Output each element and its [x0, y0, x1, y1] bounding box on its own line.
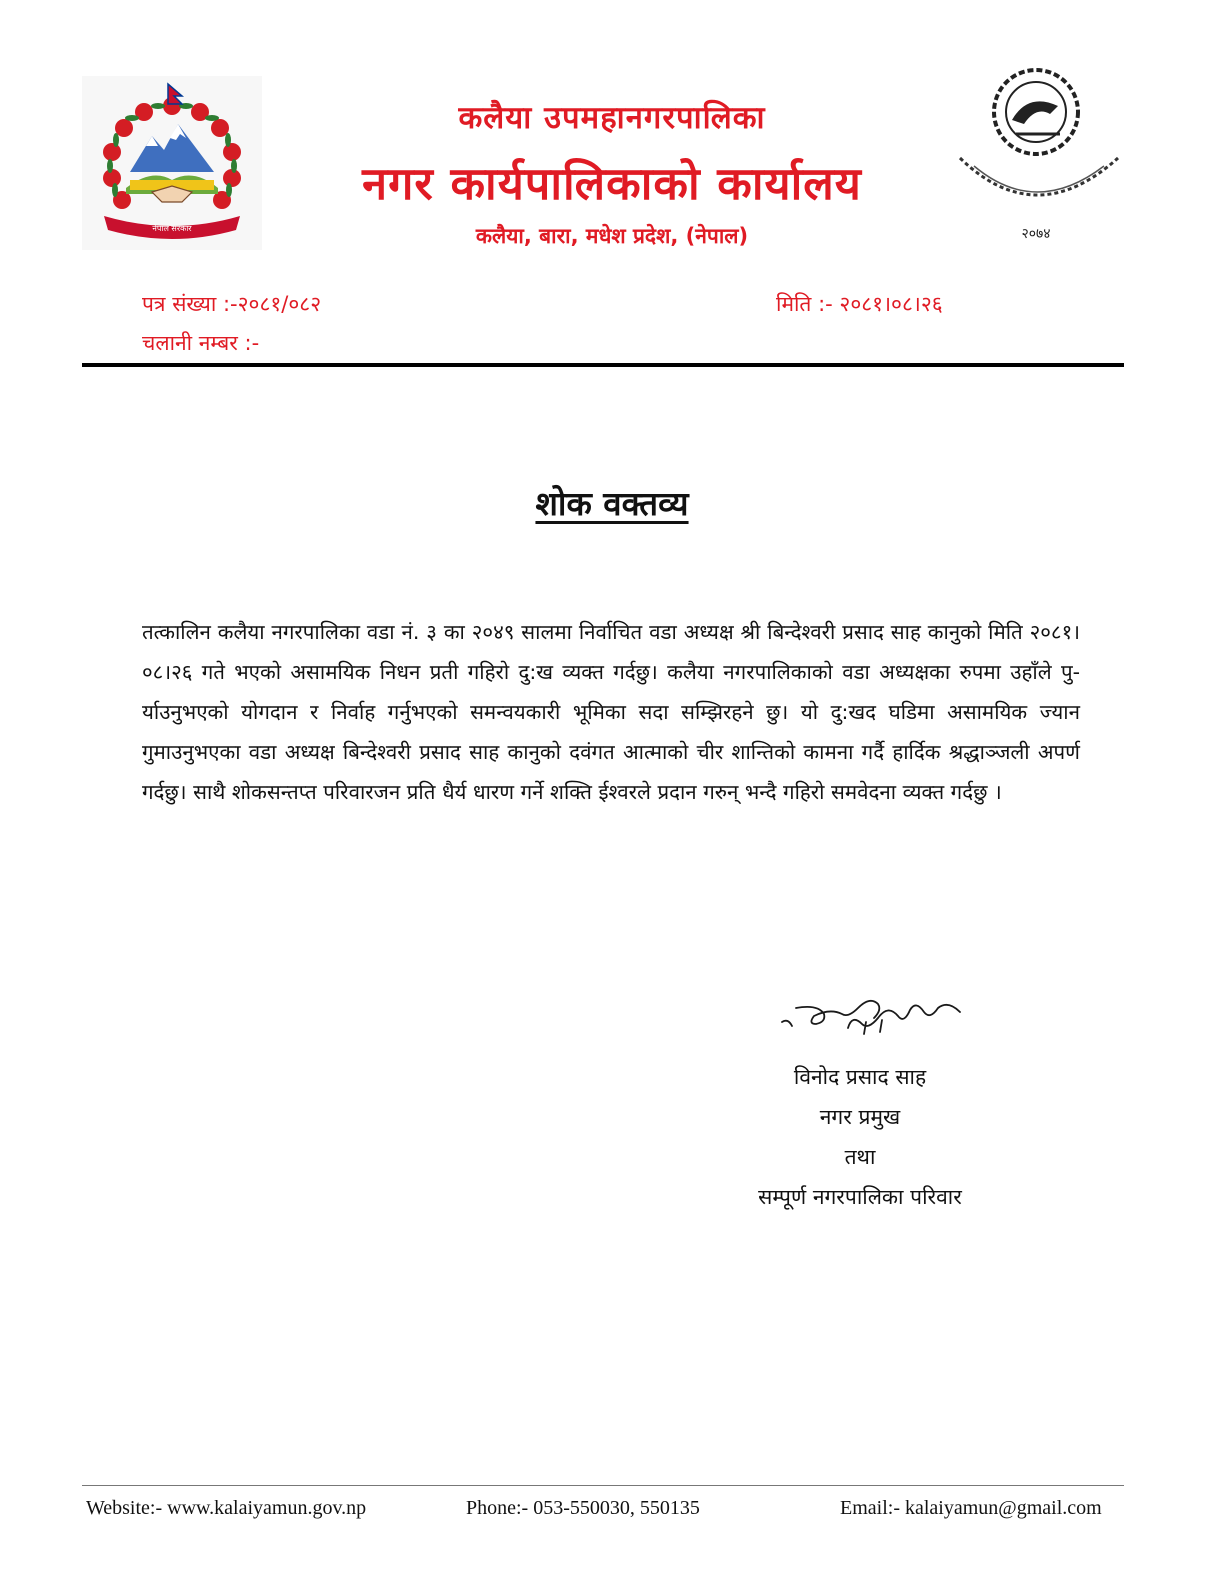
office-name: नगर कार्यपालिकाको कार्यालय — [362, 157, 862, 210]
letter-date: मिति :- २०८१।०८।२६ — [776, 292, 943, 316]
signature-image — [778, 978, 968, 1048]
office-address: कलैया, बारा, मधेश प्रदेश, (नेपाल) — [475, 224, 749, 248]
municipality-seal-logo — [950, 62, 1128, 252]
header-divider — [82, 363, 1124, 367]
footer-phone: Phone:- 053-550030, 550135 — [466, 1497, 700, 1519]
document-title: शोक वक्तव्य — [535, 484, 689, 523]
nepal-emblem-logo — [82, 76, 262, 250]
letter-number: पत्र संख्या :-२०८१/०८२ — [142, 292, 322, 316]
signer-family: सम्पूर्ण नगरपालिका परिवार — [758, 1185, 962, 1209]
footer-divider — [82, 1485, 1124, 1486]
svg-text:२०७४: २०७४ — [1021, 226, 1051, 242]
signer-title: नगर प्रमुख — [819, 1105, 901, 1129]
dispatch-number: चलानी नम्बर :- — [142, 331, 260, 355]
condolence-body: तत्कालिन कलैया नगरपालिका वडा नं. ३ का २०४९ सालमा निर्वाचित वडा अध्यक्ष श्री बिन्देश्वरी प्रसाद साह कानुको मिति २०८१।०८।२६ गते भएको असामयिक निधन प्रती गहिरो दु:ख व्यक्त गर्दछु। कलैया नगरपालिकाको वडा अध्यक्षका रुपमा उहाँले पु-र्याउनुभएको योगदान र निर्वाह गर्नुभएको समन्वयकारी भूमिका सदा सम्झिरहने छु। यो दु:खद घडिमा असामयिक ज्यान गुमाउनुभएका वडा अध्यक्ष बिन्देश्वरी प्रसाद साह कानुको दवंगत आत्माको चीर शान्तिको कामना गर्दै हार्दिक श्रद्धाञ्जली अपर्ण गर्दछु। साथै शोकसन्तप्त परिवारजन प्रति धैर्य धारण गर्ने शक्ति ईश्वरले प्रदान गरुन् भन्दै गहिरो समवेदना व्यक्त गर्दछु । — [142, 620, 1080, 804]
svg-text:नेपाल सरकार: नेपाल सरकार — [152, 224, 192, 233]
footer-website: Website:- www.kalaiyamun.gov.np — [86, 1497, 367, 1519]
signer-conjunction: तथा — [844, 1145, 876, 1169]
footer-email: Email:- kalaiyamun@gmail.com — [840, 1497, 1102, 1519]
signer-name: विनोद प्रसाद साह — [793, 1065, 927, 1089]
municipality-name: कलैया उपमहानगरपालिका — [458, 100, 766, 136]
